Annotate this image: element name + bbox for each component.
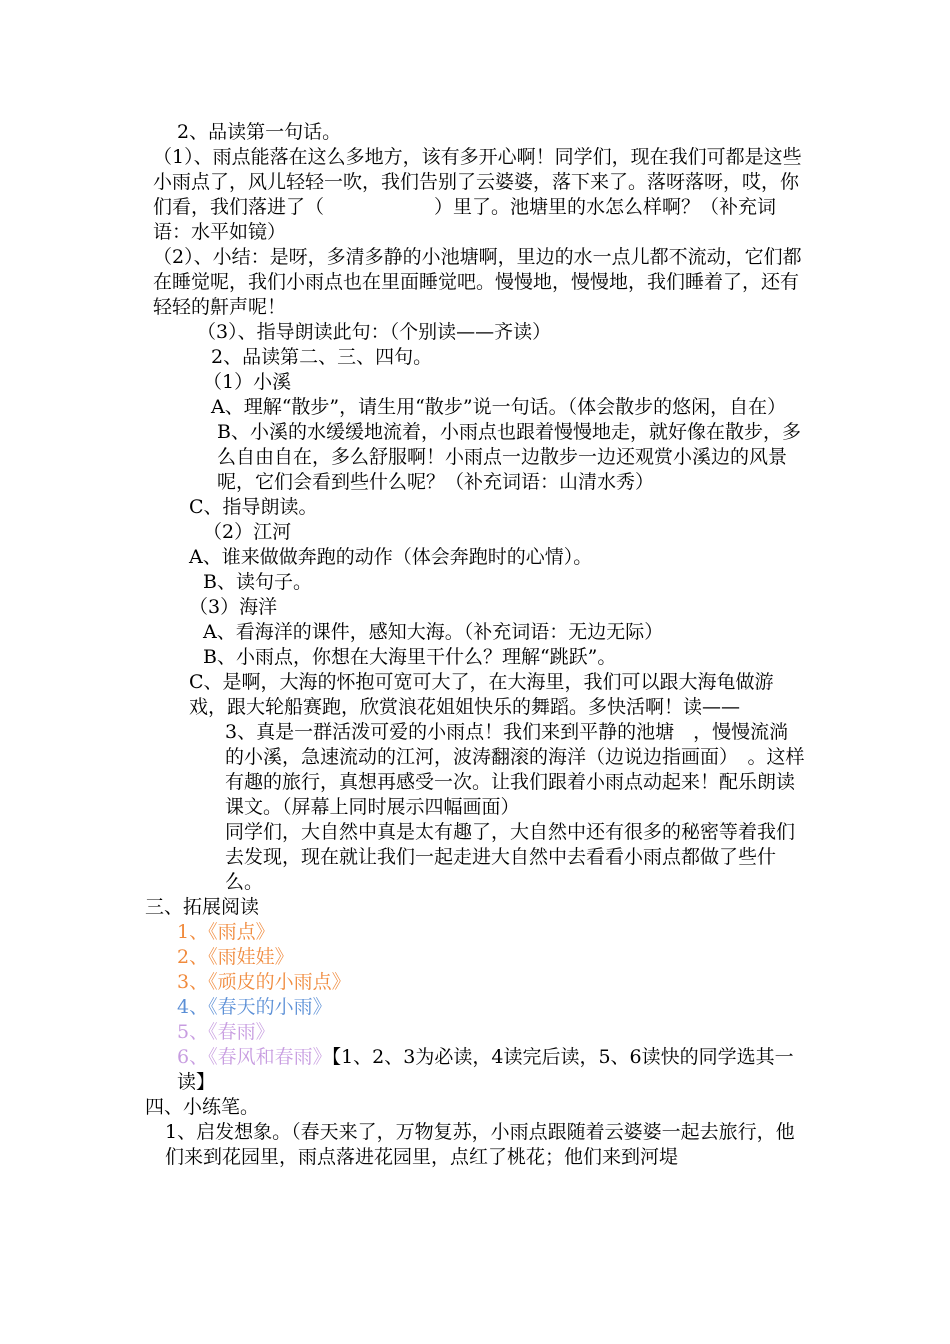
item-river-b: B、读句子。 xyxy=(203,571,312,593)
reading-item-6-title: 6、《春风和春雨》 xyxy=(177,1046,332,1068)
reading-item-6 xyxy=(145,1045,805,1095)
paragraph-summary: （2）、小结：是呀，多清多静的小池塘啊，里边的水一点儿都不流动，它们都在睡觉呢，我们小雨点也在里面睡觉吧。慢慢地，慢慢地，我们睡着了，还有轻轻的鼾声呢！ xyxy=(153,246,802,318)
subheading-ocean: （3）海洋 xyxy=(189,596,278,618)
paragraph-raindrop-fall-part1: （1）、雨点能落在这么多地方，该有多开心啊！同学们，现在我们可都是这些小雨点了，风儿轻轻一吹，我们告别了云婆婆，落下来了。落呀落呀，哎，你们看，我们落进了（ xyxy=(153,146,802,218)
reading-item-3: 3、《顽皮的小雨点》 xyxy=(177,971,351,993)
reading-item-2: 2、《雨娃娃》 xyxy=(177,946,294,968)
paragraph-lively-raindrops: 3、真是一群活泼可爱的小雨点！我们来到平静的池塘 ，慢慢流淌的小溪，急速流动的江河，波涛翻滚的海洋（边说边指画面） 。这样有趣的旅行，真想再感受一次。让我们跟着小雨点动起来！配乐朗读课文。（屏幕上同时展示四幅画面） xyxy=(225,721,805,818)
heading-read-sentences-2-4: 2、品读第二、三、四句。 xyxy=(211,346,433,368)
heading-extended-reading: 三、拓展阅读 xyxy=(145,896,260,918)
item-river-a: A、谁来做做奔跑的动作（体会奔跑时的心情）。 xyxy=(189,546,593,568)
item-ocean-c: C、是啊，大海的怀抱可宽可大了，在大海里，我们可以跟大海龟做游戏，跟大轮船赛跑，欣赏浪花姐姐快乐的舞蹈。多快活啊！读—— xyxy=(189,671,774,718)
reading-item-4: 4、《春天的小雨》 xyxy=(177,996,332,1018)
item-ocean-a: A、看海洋的课件，感知大海。（补充词语：无边无际） xyxy=(203,621,664,643)
reading-item-5: 5、《春雨》 xyxy=(177,1021,275,1043)
reading-item-1: 1、《雨点》 xyxy=(177,921,275,943)
instruction-read-aloud: （3）、指导朗读此句：（个别读——齐读） xyxy=(197,321,552,343)
item-stream-c: C、指导朗读。 xyxy=(189,496,318,518)
reading-note: 【1、2、3为必读，4读完后读，5、6读快的同学选其一读】 xyxy=(177,1046,794,1093)
subheading-stream: （1）小溪 xyxy=(203,371,292,393)
heading-read-first-sentence: 2、品读第一句话。 xyxy=(177,121,342,143)
paragraph-raindrop-fall-part2: ）里了。池塘里的水怎么样啊？（补充词语：水平如镜） xyxy=(153,196,777,243)
paragraph-nature: 同学们，大自然中真是太有趣了，大自然中还有很多的秘密等着我们去发现，现在就让我们一起走进大自然中去看看小雨点都做了些什么。 xyxy=(225,821,796,893)
paragraph-imagination: 1、启发想象。（春天来了，万物复苏，小雨点跟随着云婆婆一起去旅行，他们来到花园里，雨点落进花园里，点红了桃花；他们来到河堤 xyxy=(165,1121,795,1168)
paragraph-raindrop-fall xyxy=(145,145,805,245)
item-stream-a: A、理解“散步”，请生用“散步”说一句话。（体会散步的悠闲，自在） xyxy=(211,396,787,418)
item-stream-b: B、小溪的水缓缓地流着，小雨点也跟着慢慢地走，就好像在散步，多么自由自在，多么舒服啊！小雨点一边散步一边还观赏小溪边的风景呢，它们会看到些什么呢？（补充词语：山清水秀） xyxy=(217,421,801,493)
heading-writing-practice: 四、小练笔。 xyxy=(145,1096,260,1118)
subheading-river: （2）江河 xyxy=(203,521,292,543)
item-ocean-b: B、小雨点，你想在大海里干什么？理解“跳跃”。 xyxy=(203,646,617,668)
